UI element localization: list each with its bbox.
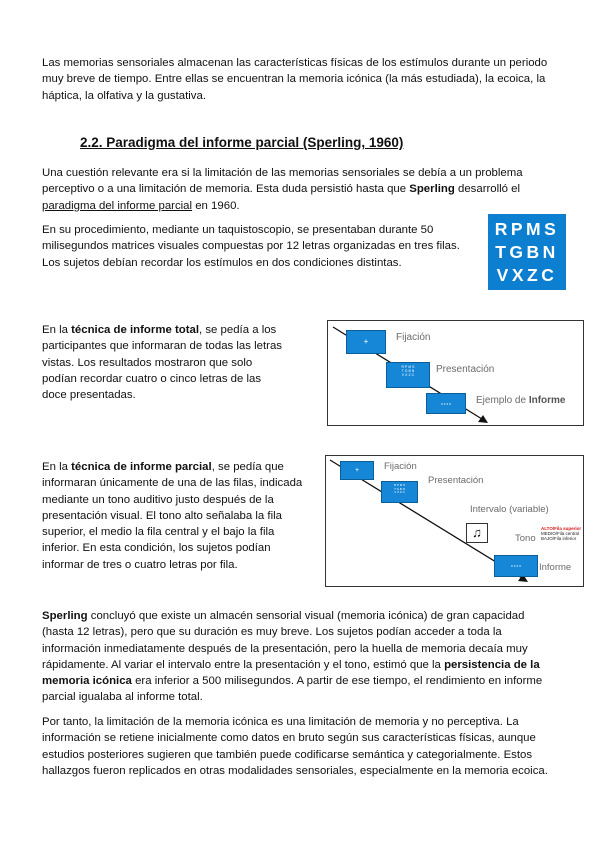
persistence-term: persistencia de la memoria icónica — [42, 658, 540, 688]
sperling-name-2: Sperling — [42, 610, 88, 622]
matrix-row-1: RPMS — [494, 219, 560, 239]
music-note-icon: ♫ — [466, 523, 488, 543]
paragraph-procedure: En su procedimiento, mediante un taquistoscopio, se presentaban durante 50 milisegundos matrices visuales compuestas por 12 letras organizadas en tres filas. Los sujetos debían recordar los estímulos en dos condiciones distintas. — [42, 224, 460, 269]
paragraph-partial-report: En la técnica de informe parcial, se pedía que informaran únicamente de una de las filas, indicada mediante un tono auditivo justo después de la presentación visual. El tono alto señalaba la fila superior, el medio la fila central y el bajo la fila inferior. En esta condición, los sujetos podían informar de tres o cuatro letras por fila. — [42, 461, 303, 571]
label-presentation-2: Presentación — [428, 475, 484, 486]
fixation-screen — [346, 330, 386, 354]
label-presentation: Presentación — [436, 364, 495, 375]
paragraph-question: Una cuestión relevante era si la limitación de las memorias sensoriales se debía a un problema perceptivo o a una limitación de memoria. Esta duda persistió hasta que Sperling desarrolló el paradigma del informe parcial en 1960. — [42, 167, 523, 212]
letter-matrix-image — [488, 214, 566, 290]
diagram-total-report — [327, 320, 584, 426]
fixation-cross-icon: + — [363, 337, 369, 346]
paragraph-final: Por tanto, la limitación de la memoria icónica es una limitación de memoria y no perceptiva. La información se retiene inicialmente como datos en bruto según sus características físicas, aunque estudios posteriores sugieren que también puede codificarse semántica y categorialmente. Estos hallazgos fueron replicados en otras modalidades sensoriales, especialmente en la memoria ecoica. — [42, 716, 548, 777]
sperling-name: Sperling — [409, 183, 455, 196]
tone-legend: ALTO/Fila superior MEDIO/Fila central BAJO/Fila inferior — [541, 526, 582, 541]
matrix-row-2: TGBN — [495, 242, 559, 262]
label-fixation-2: Fijación — [384, 461, 417, 472]
paragraph-conclusion: Sperling concluyó que existe un almacén sensorial visual (memoria icónica) de gran capacidad (hasta 12 letras), pero que su duración es muy breve. Los sujetos podían acceder a toda la información inmediatamente después de la presentación, pero la huella de memoria decaía muy rápidamente. Al variar el intervalo entre la presentación y el tono, estimó que la persistencia de la memoria icónica era inferior a 500 milisegundos. A partir de ese tiempo, el rendimiento en informe parcial igualaba al informe total. — [42, 610, 543, 704]
matrix-row-3: VXZC — [496, 265, 558, 285]
fixation-cross-icon-2: + — [354, 467, 360, 474]
intro-paragraph: Las memorias sensoriales almacenan las características físicas de los estímulos durante un periodo muy breve de tiempo. Entre ellas se encuentran la memoria icónica (la más estudiada), la ecoica, la háptica, la olfativa y la gustativa. — [42, 57, 548, 102]
total-report-term: técnica de informe total — [71, 324, 199, 336]
label-report-example: Ejemplo de Informe — [476, 395, 566, 406]
partial-report-term: técnica de informe parcial — [71, 461, 212, 473]
label-tone: Tono — [515, 533, 536, 544]
presentation-screen-2: R P M S T G B N V X Z C — [381, 481, 418, 503]
report-screen-2: x x x x — [494, 555, 538, 577]
report-screen: x x x x — [426, 393, 466, 414]
fixation-screen-2 — [340, 461, 374, 480]
paradigm-term: paradigma del informe parcial — [42, 199, 193, 212]
label-report-2: Informe — [539, 562, 572, 573]
presentation-screen: R P M S T G B N V X Z C — [386, 362, 430, 388]
diagram-partial-report — [325, 455, 584, 587]
label-interval: Intervalo (variable) — [470, 504, 549, 515]
paragraph-total-report: En la técnica de informe total, se pedía a los participantes que informaran de todas las letras vistas. Los resultados mostraron que solo podían recordar cuatro o cinco letras de las doce presentadas. — [42, 324, 282, 402]
section-heading: 2.2. Paradigma del informe parcial (Sperling, 1960) — [80, 135, 404, 150]
label-fixation: Fijación — [396, 332, 431, 343]
